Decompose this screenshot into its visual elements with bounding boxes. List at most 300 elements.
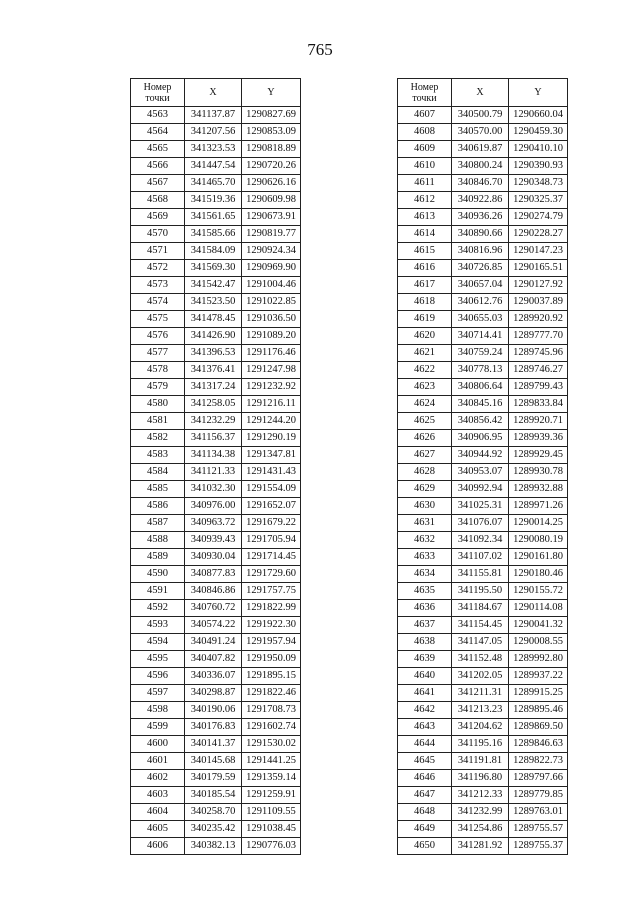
x-coordinate-cell: 340976.00	[185, 498, 242, 515]
point-number-cell: 4585	[131, 481, 185, 498]
y-coordinate-cell: 1290325.37	[509, 192, 568, 209]
x-coordinate-cell: 340726.85	[452, 260, 509, 277]
x-coordinate-cell: 340953.07	[452, 464, 509, 481]
point-number-cell: 4564	[131, 124, 185, 141]
y-coordinate-cell: 1291216.11	[242, 396, 301, 413]
table-header-row	[131, 79, 301, 107]
table-row	[398, 192, 568, 209]
y-coordinate-cell: 1289822.73	[509, 753, 568, 770]
point-number-cell: 4641	[398, 685, 452, 702]
table-row	[131, 396, 301, 413]
point-number-cell: 4577	[131, 345, 185, 362]
x-coordinate-cell: 341134.38	[185, 447, 242, 464]
x-coordinate-cell: 340806.64	[452, 379, 509, 396]
coordinates-table-right	[397, 78, 568, 855]
point-number-cell: 4607	[398, 107, 452, 124]
table-row	[131, 124, 301, 141]
point-number-cell: 4567	[131, 175, 185, 192]
y-coordinate-cell: 1289755.57	[509, 821, 568, 838]
y-coordinate-cell: 1289833.84	[509, 396, 568, 413]
table-row	[398, 634, 568, 651]
y-coordinate-cell: 1290348.73	[509, 175, 568, 192]
y-coordinate-cell: 1289869.50	[509, 719, 568, 736]
table-row	[398, 379, 568, 396]
point-number-header-label: Номер точки	[143, 81, 172, 104]
y-coordinate-cell: 1291554.09	[242, 481, 301, 498]
table-row	[398, 481, 568, 498]
point-number-cell: 4647	[398, 787, 452, 804]
point-number-cell: 4640	[398, 668, 452, 685]
y-coordinate-cell: 1291957.94	[242, 634, 301, 651]
table-row	[398, 685, 568, 702]
table-row	[398, 702, 568, 719]
table-row	[398, 736, 568, 753]
table-row	[131, 481, 301, 498]
y-coordinate-cell: 1291714.45	[242, 549, 301, 566]
x-coordinate-cell: 340759.24	[452, 345, 509, 362]
y-coordinate-cell: 1290818.89	[242, 141, 301, 158]
table-row	[398, 294, 568, 311]
table-row	[398, 141, 568, 158]
point-number-header	[131, 79, 185, 107]
point-number-cell: 4629	[398, 481, 452, 498]
point-number-cell: 4613	[398, 209, 452, 226]
point-number-cell: 4593	[131, 617, 185, 634]
y-coordinate-cell: 1291950.09	[242, 651, 301, 668]
x-coordinate-cell: 340963.72	[185, 515, 242, 532]
point-number-cell: 4644	[398, 736, 452, 753]
x-coordinate-cell: 340936.26	[452, 209, 509, 226]
table-row	[398, 804, 568, 821]
table-row	[131, 209, 301, 226]
point-number-cell: 4645	[398, 753, 452, 770]
point-number-header-label: Номер точки	[410, 81, 439, 104]
table-row	[131, 651, 301, 668]
y-coordinate-cell: 1289745.96	[509, 345, 568, 362]
y-coordinate-cell: 1291232.92	[242, 379, 301, 396]
x-coordinate-cell: 341184.67	[452, 600, 509, 617]
x-coordinate-cell: 341202.05	[452, 668, 509, 685]
x-coordinate-cell: 341154.45	[452, 617, 509, 634]
point-number-cell: 4621	[398, 345, 452, 362]
point-number-cell: 4639	[398, 651, 452, 668]
table-row	[131, 362, 301, 379]
x-coordinate-cell: 341426.90	[185, 328, 242, 345]
x-coordinate-cell: 340657.04	[452, 277, 509, 294]
table-row	[131, 430, 301, 447]
y-coordinate-cell: 1290114.08	[509, 600, 568, 617]
point-number-cell: 4643	[398, 719, 452, 736]
point-number-cell: 4573	[131, 277, 185, 294]
table-row	[398, 770, 568, 787]
x-coordinate-cell: 341465.70	[185, 175, 242, 192]
point-number-cell: 4617	[398, 277, 452, 294]
point-number-cell: 4648	[398, 804, 452, 821]
y-coordinate-cell: 1290609.98	[242, 192, 301, 209]
point-number-cell: 4596	[131, 668, 185, 685]
x-coordinate-cell: 340141.37	[185, 736, 242, 753]
y-coordinate-cell: 1291004.46	[242, 277, 301, 294]
table-row	[131, 192, 301, 209]
y-coordinate-cell: 1290924.34	[242, 243, 301, 260]
point-number-cell: 4606	[131, 838, 185, 855]
x-coordinate-cell: 341317.24	[185, 379, 242, 396]
point-number-cell: 4650	[398, 838, 452, 855]
y-coordinate-cell: 1291259.91	[242, 787, 301, 804]
y-coordinate-cell: 1291652.07	[242, 498, 301, 515]
x-coordinate-cell: 340944.92	[452, 447, 509, 464]
table-row	[398, 719, 568, 736]
y-coordinate-cell: 1290673.91	[242, 209, 301, 226]
point-number-cell: 4646	[398, 770, 452, 787]
table-row	[131, 379, 301, 396]
y-coordinate-cell: 1289895.46	[509, 702, 568, 719]
x-coordinate-cell: 341191.81	[452, 753, 509, 770]
x-coordinate-cell: 341212.33	[452, 787, 509, 804]
y-coordinate-cell: 1290459.30	[509, 124, 568, 141]
x-coordinate-cell: 340235.42	[185, 821, 242, 838]
table-row	[398, 617, 568, 634]
table-row	[131, 583, 301, 600]
point-number-cell: 4611	[398, 175, 452, 192]
x-coordinate-cell: 341025.31	[452, 498, 509, 515]
y-coordinate-cell: 1291895.15	[242, 668, 301, 685]
y-coordinate-cell: 1290853.09	[242, 124, 301, 141]
table-row	[398, 345, 568, 362]
point-number-cell: 4626	[398, 430, 452, 447]
x-coordinate-cell: 340491.24	[185, 634, 242, 651]
table-row	[398, 277, 568, 294]
point-number-cell: 4615	[398, 243, 452, 260]
y-coordinate-cell: 1291036.50	[242, 311, 301, 328]
y-coordinate-cell: 1289937.22	[509, 668, 568, 685]
point-number-cell: 4592	[131, 600, 185, 617]
table-row	[131, 600, 301, 617]
x-coordinate-cell: 341155.81	[452, 566, 509, 583]
y-coordinate-cell: 1289797.66	[509, 770, 568, 787]
y-coordinate-cell: 1290390.93	[509, 158, 568, 175]
table-row	[398, 209, 568, 226]
table-row	[131, 294, 301, 311]
y-coordinate-cell: 1291109.55	[242, 804, 301, 821]
point-number-cell: 4583	[131, 447, 185, 464]
table-header-row	[398, 79, 568, 107]
y-coordinate-cell: 1289971.26	[509, 498, 568, 515]
x-coordinate-cell: 341584.09	[185, 243, 242, 260]
table-row	[398, 787, 568, 804]
table-row	[131, 141, 301, 158]
point-number-cell: 4590	[131, 566, 185, 583]
point-number-cell: 4566	[131, 158, 185, 175]
x-coordinate-cell: 340500.79	[452, 107, 509, 124]
y-header: Y	[242, 79, 301, 107]
y-coordinate-cell: 1289929.45	[509, 447, 568, 464]
table-row	[398, 311, 568, 328]
table-row	[131, 158, 301, 175]
y-coordinate-cell: 1290008.55	[509, 634, 568, 651]
y-coordinate-cell: 1291247.98	[242, 362, 301, 379]
table-row	[131, 413, 301, 430]
table-row	[131, 532, 301, 549]
x-coordinate-cell: 340877.83	[185, 566, 242, 583]
table-row	[131, 498, 301, 515]
x-coordinate-cell: 341076.07	[452, 515, 509, 532]
point-number-cell: 4618	[398, 294, 452, 311]
point-number-cell: 4595	[131, 651, 185, 668]
point-number-cell: 4565	[131, 141, 185, 158]
table-row	[131, 685, 301, 702]
x-coordinate-cell: 340574.22	[185, 617, 242, 634]
table-row	[131, 634, 301, 651]
point-number-cell: 4608	[398, 124, 452, 141]
y-coordinate-cell: 1291822.46	[242, 685, 301, 702]
x-coordinate-cell: 341204.62	[452, 719, 509, 736]
point-number-cell: 4588	[131, 532, 185, 549]
x-coordinate-cell: 341232.99	[452, 804, 509, 821]
table-row	[131, 566, 301, 583]
point-number-cell: 4579	[131, 379, 185, 396]
point-number-cell: 4610	[398, 158, 452, 175]
y-coordinate-cell: 1290819.77	[242, 226, 301, 243]
y-coordinate-cell: 1290969.90	[242, 260, 301, 277]
point-number-cell: 4581	[131, 413, 185, 430]
table-row	[398, 600, 568, 617]
point-number-cell: 4597	[131, 685, 185, 702]
point-number-cell: 4632	[398, 532, 452, 549]
point-number-cell: 4642	[398, 702, 452, 719]
x-coordinate-cell: 341323.53	[185, 141, 242, 158]
y-coordinate-cell: 1289763.01	[509, 804, 568, 821]
point-number-cell: 4616	[398, 260, 452, 277]
y-coordinate-cell: 1290014.25	[509, 515, 568, 532]
y-coordinate-cell: 1290161.80	[509, 549, 568, 566]
x-header: X	[185, 79, 242, 107]
y-coordinate-cell: 1289755.37	[509, 838, 568, 855]
page-number: 765	[307, 40, 333, 59]
point-number-cell: 4582	[131, 430, 185, 447]
x-coordinate-cell: 340382.13	[185, 838, 242, 855]
y-coordinate-cell: 1290080.19	[509, 532, 568, 549]
table-row	[398, 413, 568, 430]
y-coordinate-cell: 1291038.45	[242, 821, 301, 838]
x-coordinate-cell: 340258.70	[185, 804, 242, 821]
table-row	[398, 362, 568, 379]
table-row	[398, 651, 568, 668]
x-coordinate-cell: 340778.13	[452, 362, 509, 379]
y-coordinate-cell: 1291176.46	[242, 345, 301, 362]
table-row	[398, 175, 568, 192]
x-coordinate-cell: 341147.05	[452, 634, 509, 651]
y-coordinate-cell: 1289777.70	[509, 328, 568, 345]
x-coordinate-cell: 340336.07	[185, 668, 242, 685]
table-row	[131, 549, 301, 566]
point-number-cell: 4619	[398, 311, 452, 328]
y-coordinate-cell: 1290626.16	[242, 175, 301, 192]
x-coordinate-cell: 341137.87	[185, 107, 242, 124]
y-coordinate-cell: 1291679.22	[242, 515, 301, 532]
point-number-cell: 4635	[398, 583, 452, 600]
table-row	[398, 328, 568, 345]
point-number-cell: 4604	[131, 804, 185, 821]
point-number-cell: 4586	[131, 498, 185, 515]
table-row	[398, 260, 568, 277]
table-row	[398, 226, 568, 243]
table-row	[131, 226, 301, 243]
x-coordinate-cell: 341107.02	[452, 549, 509, 566]
x-coordinate-cell: 341569.30	[185, 260, 242, 277]
point-number-cell: 4574	[131, 294, 185, 311]
point-number-cell: 4569	[131, 209, 185, 226]
y-coordinate-cell: 1289920.92	[509, 311, 568, 328]
table-row	[398, 447, 568, 464]
table-row	[131, 277, 301, 294]
y-coordinate-cell: 1291431.43	[242, 464, 301, 481]
point-number-cell: 4603	[131, 787, 185, 804]
y-coordinate-cell: 1290228.27	[509, 226, 568, 243]
x-coordinate-cell: 341258.05	[185, 396, 242, 413]
y-coordinate-cell: 1290827.69	[242, 107, 301, 124]
y-coordinate-cell: 1290660.04	[509, 107, 568, 124]
x-coordinate-cell: 340890.66	[452, 226, 509, 243]
table-row	[398, 838, 568, 855]
x-coordinate-cell: 340992.94	[452, 481, 509, 498]
point-number-header	[398, 79, 452, 107]
y-coordinate-cell: 1289779.85	[509, 787, 568, 804]
x-coordinate-cell: 340760.72	[185, 600, 242, 617]
table-row	[398, 532, 568, 549]
table-row	[131, 821, 301, 838]
x-coordinate-cell: 340185.54	[185, 787, 242, 804]
x-coordinate-cell: 341152.48	[452, 651, 509, 668]
point-number-cell: 4591	[131, 583, 185, 600]
table-row	[398, 515, 568, 532]
coordinates-table-left	[130, 78, 301, 855]
y-coordinate-cell: 1289915.25	[509, 685, 568, 702]
table-row	[398, 498, 568, 515]
y-coordinate-cell: 1290720.26	[242, 158, 301, 175]
y-coordinate-cell: 1290155.72	[509, 583, 568, 600]
point-number-cell: 4620	[398, 328, 452, 345]
x-coordinate-cell: 340407.82	[185, 651, 242, 668]
x-coordinate-cell: 341207.56	[185, 124, 242, 141]
x-coordinate-cell: 340845.16	[452, 396, 509, 413]
x-coordinate-cell: 341519.36	[185, 192, 242, 209]
y-coordinate-cell: 1291244.20	[242, 413, 301, 430]
y-coordinate-cell: 1290041.32	[509, 617, 568, 634]
y-coordinate-cell: 1291822.99	[242, 600, 301, 617]
x-coordinate-cell: 341092.34	[452, 532, 509, 549]
point-number-cell: 4601	[131, 753, 185, 770]
point-number-cell: 4599	[131, 719, 185, 736]
x-coordinate-cell: 341585.66	[185, 226, 242, 243]
table-row	[398, 396, 568, 413]
x-coordinate-cell: 341213.23	[452, 702, 509, 719]
point-number-cell: 4625	[398, 413, 452, 430]
table-row	[131, 328, 301, 345]
point-number-cell: 4571	[131, 243, 185, 260]
x-coordinate-cell: 341196.80	[452, 770, 509, 787]
table-row	[131, 175, 301, 192]
x-coordinate-cell: 340816.96	[452, 243, 509, 260]
point-number-cell: 4623	[398, 379, 452, 396]
y-coordinate-cell: 1291530.02	[242, 736, 301, 753]
point-number-cell: 4587	[131, 515, 185, 532]
y-coordinate-cell: 1290127.92	[509, 277, 568, 294]
y-coordinate-cell: 1289846.63	[509, 736, 568, 753]
x-coordinate-cell: 341254.86	[452, 821, 509, 838]
point-number-cell: 4633	[398, 549, 452, 566]
table-row	[131, 787, 301, 804]
table-row	[398, 583, 568, 600]
point-number-cell: 4649	[398, 821, 452, 838]
y-coordinate-cell: 1291922.30	[242, 617, 301, 634]
x-coordinate-cell: 340856.42	[452, 413, 509, 430]
point-number-cell: 4630	[398, 498, 452, 515]
y-coordinate-cell: 1291290.19	[242, 430, 301, 447]
table-row	[131, 617, 301, 634]
y-coordinate-cell: 1290165.51	[509, 260, 568, 277]
table-row	[398, 158, 568, 175]
y-coordinate-cell: 1291708.73	[242, 702, 301, 719]
x-coordinate-cell: 340846.86	[185, 583, 242, 600]
table-row	[131, 311, 301, 328]
point-number-cell: 4609	[398, 141, 452, 158]
table-row	[131, 702, 301, 719]
x-coordinate-cell: 340655.03	[452, 311, 509, 328]
y-coordinate-cell: 1289799.43	[509, 379, 568, 396]
point-number-cell: 4637	[398, 617, 452, 634]
x-coordinate-cell: 341542.47	[185, 277, 242, 294]
x-coordinate-cell: 340714.41	[452, 328, 509, 345]
point-number-cell: 4605	[131, 821, 185, 838]
table-row	[131, 345, 301, 362]
point-number-cell: 4594	[131, 634, 185, 651]
y-coordinate-cell: 1290274.79	[509, 209, 568, 226]
x-coordinate-cell: 340846.70	[452, 175, 509, 192]
table-row	[131, 447, 301, 464]
point-number-cell: 4584	[131, 464, 185, 481]
y-coordinate-cell: 1289939.36	[509, 430, 568, 447]
x-coordinate-cell: 341561.65	[185, 209, 242, 226]
x-coordinate-cell: 340145.68	[185, 753, 242, 770]
y-coordinate-cell: 1291757.75	[242, 583, 301, 600]
point-number-cell: 4572	[131, 260, 185, 277]
table-row	[131, 243, 301, 260]
point-number-cell: 4622	[398, 362, 452, 379]
y-coordinate-cell: 1290037.89	[509, 294, 568, 311]
table-row	[131, 753, 301, 770]
x-coordinate-cell: 340298.87	[185, 685, 242, 702]
table-row	[131, 464, 301, 481]
point-number-cell: 4628	[398, 464, 452, 481]
x-coordinate-cell: 340179.59	[185, 770, 242, 787]
y-coordinate-cell: 1291347.81	[242, 447, 301, 464]
table-row	[398, 549, 568, 566]
table-row	[398, 124, 568, 141]
point-number-cell: 4624	[398, 396, 452, 413]
point-number-cell: 4589	[131, 549, 185, 566]
table-row	[398, 464, 568, 481]
point-number-cell: 4614	[398, 226, 452, 243]
point-number-cell: 4570	[131, 226, 185, 243]
x-header: X	[452, 79, 509, 107]
table-row	[131, 515, 301, 532]
y-coordinate-cell: 1291359.14	[242, 770, 301, 787]
y-coordinate-cell: 1290410.10	[509, 141, 568, 158]
point-number-cell: 4563	[131, 107, 185, 124]
y-coordinate-cell: 1291705.94	[242, 532, 301, 549]
y-coordinate-cell: 1290180.46	[509, 566, 568, 583]
